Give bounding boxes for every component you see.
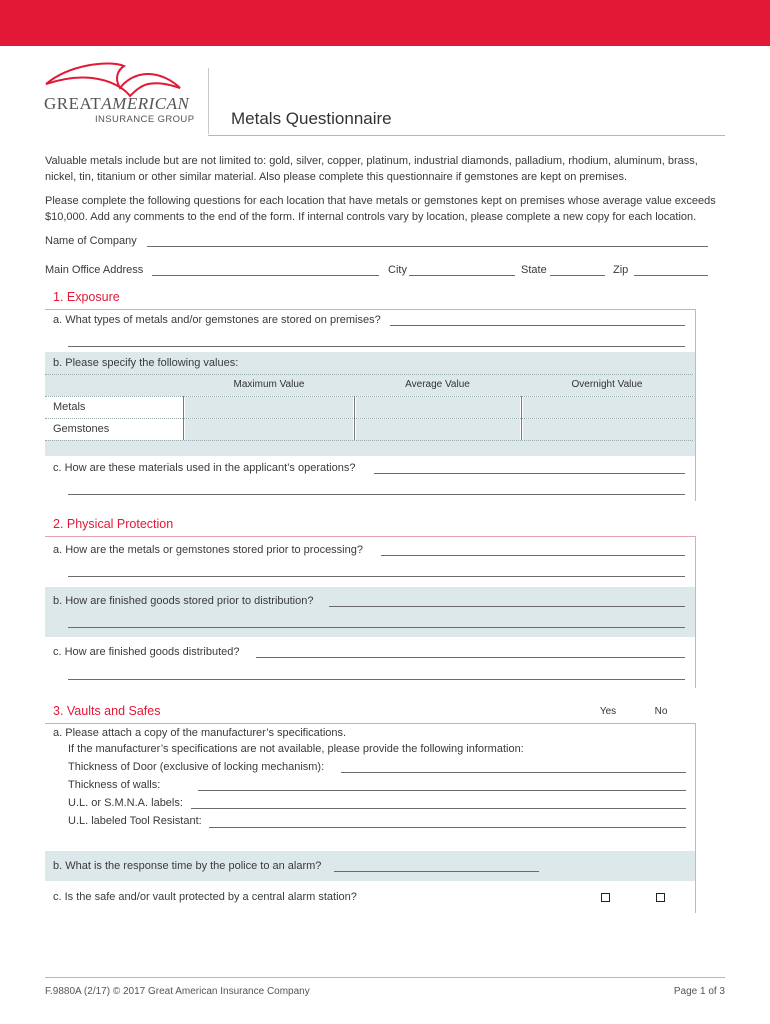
state-label: State bbox=[521, 264, 547, 276]
alarm-yes-checkbox[interactable] bbox=[601, 893, 610, 902]
metals-overnight-input[interactable] bbox=[523, 397, 693, 418]
table-col-divider-3 bbox=[521, 396, 522, 440]
city-field[interactable] bbox=[409, 275, 515, 276]
gemstones-average-input[interactable] bbox=[356, 419, 520, 440]
door-thickness-label: Thickness of Door (exclusive of locking mechanism): bbox=[68, 761, 325, 773]
table-header-divider bbox=[45, 374, 693, 375]
section-3-border bbox=[695, 723, 696, 913]
protection-question-a: a. How are the metals or gemstones stored prior to processing? bbox=[53, 544, 363, 556]
vault-question-a: a. Please attach a copy of the manufacturer’s specifications. bbox=[53, 727, 347, 739]
exposure-answer-c-line-1[interactable] bbox=[374, 473, 685, 474]
logo-american-text: AMERICAN bbox=[101, 94, 190, 113]
header-divider bbox=[208, 68, 209, 134]
row-gemstones-label: Gemstones bbox=[53, 423, 110, 435]
walls-thickness-label: Thickness of walls: bbox=[68, 779, 161, 791]
section-1-border bbox=[695, 309, 696, 501]
logo-great-text: GREAT bbox=[44, 94, 102, 113]
col-overnight-value: Overnight Value bbox=[571, 379, 643, 390]
exposure-answer-c-line-2[interactable] bbox=[68, 494, 685, 495]
alarm-no-checkbox[interactable] bbox=[656, 893, 665, 902]
no-column-header: No bbox=[654, 706, 668, 717]
door-thickness-field[interactable] bbox=[341, 772, 686, 773]
company-name-label: Name of Company bbox=[45, 235, 137, 247]
top-red-bar bbox=[0, 0, 770, 46]
protection-answer-a-line-1[interactable] bbox=[381, 555, 685, 556]
protection-answer-c-line-1[interactable] bbox=[256, 657, 685, 658]
section-2-rule bbox=[45, 536, 696, 537]
footer-rule bbox=[45, 977, 725, 978]
vault-question-b: b. What is the response time by the police to an alarm? bbox=[53, 860, 322, 872]
metals-maximum-input[interactable] bbox=[185, 397, 353, 418]
protection-answer-b-line-2[interactable] bbox=[68, 627, 685, 628]
logo-wordmark bbox=[44, 94, 189, 114]
exposure-question-c: c. How are these materials used in the applicant’s operations? bbox=[53, 462, 356, 474]
metals-average-input[interactable] bbox=[356, 397, 520, 418]
exposure-answer-a-line-2[interactable] bbox=[68, 346, 685, 347]
page-title: Metals Questionnaire bbox=[231, 109, 392, 128]
zip-label: Zip bbox=[613, 264, 629, 276]
eagle-logo-icon bbox=[40, 58, 190, 98]
vault-question-a-note: If the manufacturer’s specifications are not available, please provide the following information: bbox=[68, 743, 524, 755]
logo-group-text: INSURANCE GROUP bbox=[95, 114, 195, 125]
section-vaults-safes-title: 3. Vaults and Safes bbox=[53, 704, 161, 718]
company-name-field[interactable] bbox=[147, 246, 708, 247]
col-average-value: Average Value bbox=[405, 379, 470, 390]
section-2-border bbox=[695, 536, 696, 688]
table-col-divider-1 bbox=[183, 396, 184, 440]
ul-labels-label: U.L. or S.M.N.A. labels: bbox=[68, 797, 183, 809]
exposure-answer-a-line-1[interactable] bbox=[390, 325, 685, 326]
section-physical-protection-title: 2. Physical Protection bbox=[53, 517, 174, 531]
col-maximum-value: Maximum Value bbox=[233, 379, 305, 390]
protection-answer-a-line-2[interactable] bbox=[68, 576, 685, 577]
state-field[interactable] bbox=[550, 275, 605, 276]
yes-column-header: Yes bbox=[599, 706, 617, 717]
city-label: City bbox=[388, 264, 407, 276]
exposure-question-b: b. Please specify the following values: bbox=[53, 357, 239, 369]
row-metals-label: Metals bbox=[53, 401, 86, 413]
gemstones-overnight-input[interactable] bbox=[523, 419, 693, 440]
address-label: Main Office Address bbox=[45, 264, 144, 276]
table-bottom-divider bbox=[45, 440, 693, 441]
title-rule bbox=[208, 135, 725, 136]
tool-resistant-field[interactable] bbox=[209, 827, 686, 828]
gemstones-maximum-input[interactable] bbox=[185, 419, 353, 440]
company-logo bbox=[40, 58, 200, 128]
footer-form-id: F.9880A (2/17) © 2017 Great American Insurance Company bbox=[45, 986, 310, 997]
address-field[interactable] bbox=[152, 275, 379, 276]
table-col-divider-2 bbox=[354, 396, 355, 440]
section-3-rule bbox=[45, 723, 696, 724]
tool-resistant-label: U.L. labeled Tool Resistant: bbox=[68, 815, 202, 827]
walls-thickness-field[interactable] bbox=[198, 790, 686, 791]
section-1-rule bbox=[45, 309, 696, 310]
exposure-question-a: a. What types of metals and/or gemstones are stored on premises? bbox=[53, 314, 381, 326]
zip-field[interactable] bbox=[634, 275, 708, 276]
footer-page-number: Page 1 of 3 bbox=[673, 986, 725, 997]
protection-question-b: b. How are finished goods stored prior to distribution? bbox=[53, 595, 314, 607]
police-response-field[interactable] bbox=[334, 871, 539, 872]
protection-answer-b-line-1[interactable] bbox=[329, 606, 685, 607]
protection-question-c: c. How are finished goods distributed? bbox=[53, 646, 240, 658]
section-exposure-title: 1. Exposure bbox=[53, 290, 120, 304]
intro-paragraph-1: Valuable metals include but are not limited to: gold, silver, copper, platinum, industrial diamonds, palladium, rhodium, aluminum, brass, nickel, tin, titanium or other similar material. Also please complete this questionnaire if gemstones are kept on premises. bbox=[45, 155, 698, 183]
intro-paragraph-2: Please complete the following questions for each location that have metals or gemstones kept on premises whose average value exceeds $10,000. Add any comments to the end of the form. If internal controls vary by location, please complete a new copy for each location. bbox=[45, 195, 716, 223]
protection-answer-c-line-2[interactable] bbox=[68, 679, 685, 680]
ul-labels-field[interactable] bbox=[191, 808, 686, 809]
vault-question-c: c. Is the safe and/or vault protected by a central alarm station? bbox=[53, 891, 357, 903]
